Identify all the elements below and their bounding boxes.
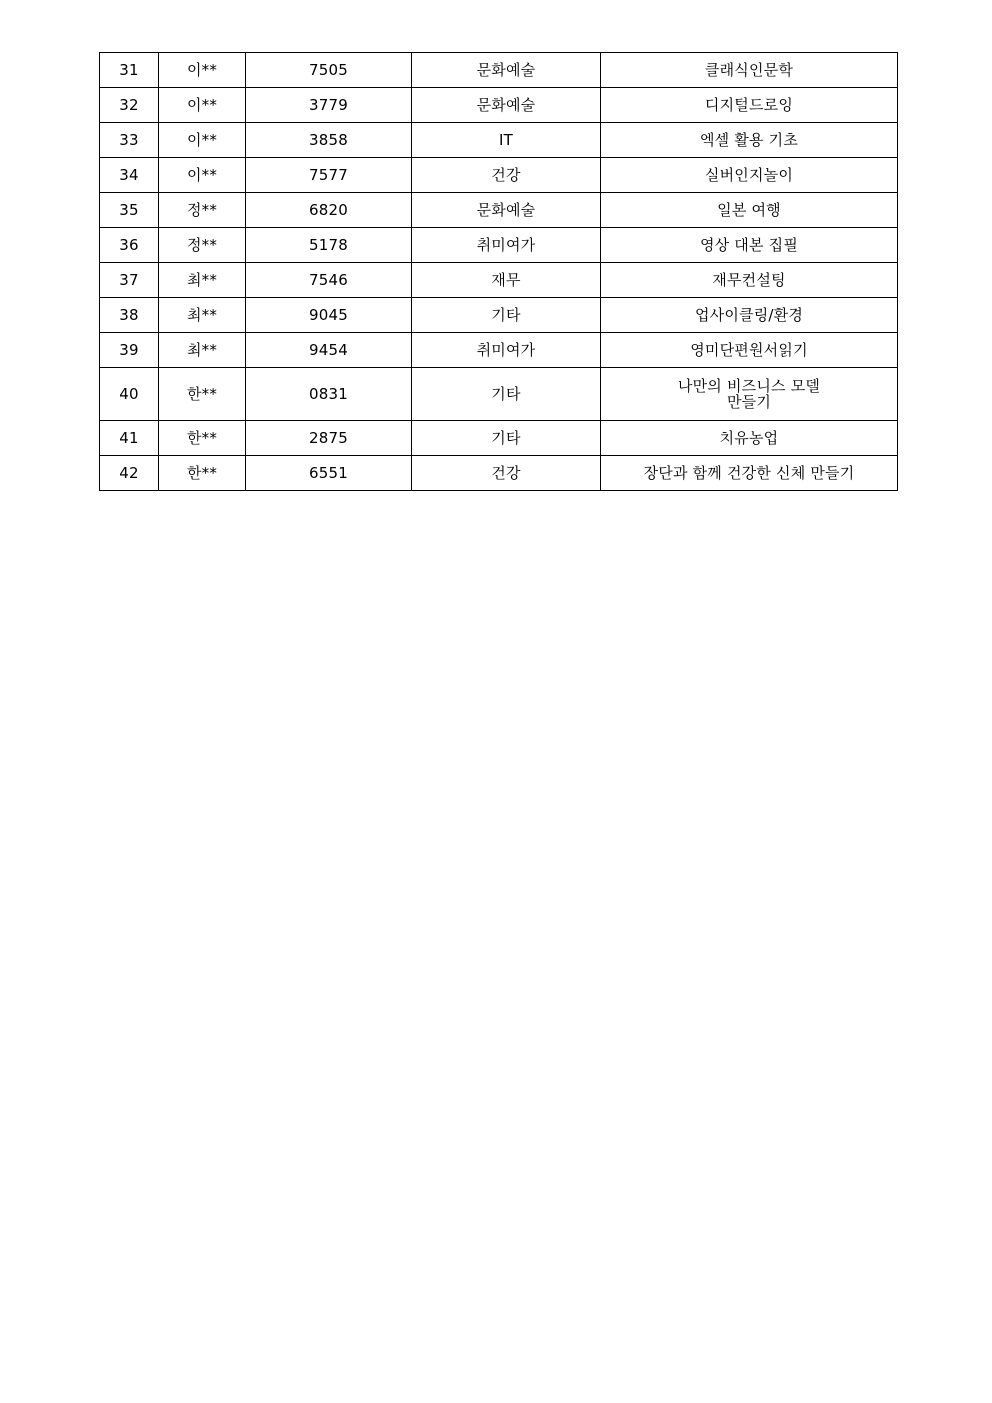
program-title: 업사이클링/환경: [601, 298, 898, 333]
participant-name: 이**: [159, 158, 246, 193]
program-category: 건강: [412, 456, 601, 491]
table-row: [100, 53, 898, 88]
program-category: IT: [412, 123, 601, 158]
participant-id: 7546: [246, 263, 412, 298]
row-number: 37: [100, 263, 159, 298]
participant-id: 9454: [246, 333, 412, 368]
program-category: 문화예술: [412, 193, 601, 228]
program-category: 기타: [412, 368, 601, 421]
program-category: 취미여가: [412, 333, 601, 368]
program-title: 치유농업: [601, 421, 898, 456]
participant-name: 이**: [159, 53, 246, 88]
participant-name: 정**: [159, 193, 246, 228]
row-number: 31: [100, 53, 159, 88]
program-title-line-1: 나만의 비즈니스 모델: [677, 377, 821, 395]
participant-name: 한**: [159, 368, 246, 421]
row-number: 33: [100, 123, 159, 158]
participant-id: 6820: [246, 193, 412, 228]
program-title-line-2: 만들기: [726, 393, 772, 411]
table-row: [100, 158, 898, 193]
participant-table: [99, 52, 898, 491]
program-category: 기타: [412, 421, 601, 456]
program-category: 기타: [412, 298, 601, 333]
row-number: 42: [100, 456, 159, 491]
program-title: 엑셀 활용 기초: [601, 123, 898, 158]
participant-name: 최**: [159, 298, 246, 333]
participant-id: 7577: [246, 158, 412, 193]
participant-name: 이**: [159, 88, 246, 123]
row-number: 32: [100, 88, 159, 123]
program-title: 장단과 함께 건강한 신체 만들기: [601, 456, 898, 491]
table-row: [100, 456, 898, 491]
row-number: 41: [100, 421, 159, 456]
participant-name: 한**: [159, 456, 246, 491]
program-category: 문화예술: [412, 88, 601, 123]
participant-id: 7505: [246, 53, 412, 88]
participant-id: 5178: [246, 228, 412, 263]
participant-id: 3779: [246, 88, 412, 123]
participant-name: 최**: [159, 263, 246, 298]
participant-id: 9045: [246, 298, 412, 333]
table-row: [100, 228, 898, 263]
table-row: [100, 88, 898, 123]
program-category: 재무: [412, 263, 601, 298]
table-row: [100, 333, 898, 368]
program-title: 일본 여행: [601, 193, 898, 228]
row-number: 36: [100, 228, 159, 263]
row-number: 39: [100, 333, 159, 368]
participant-id: 3858: [246, 123, 412, 158]
table-row: [100, 193, 898, 228]
row-number: 40: [100, 368, 159, 421]
participant-id: 2875: [246, 421, 412, 456]
participant-id: 0831: [246, 368, 412, 421]
row-number: 34: [100, 158, 159, 193]
table-row: [100, 368, 898, 421]
program-title: 클래식인문학: [601, 53, 898, 88]
program-title: [601, 368, 898, 421]
participant-name: 이**: [159, 123, 246, 158]
participant-name: 정**: [159, 228, 246, 263]
table-row: [100, 298, 898, 333]
program-category: 취미여가: [412, 228, 601, 263]
program-category: 문화예술: [412, 53, 601, 88]
participant-id: 6551: [246, 456, 412, 491]
program-title: 영미단편원서읽기: [601, 333, 898, 368]
table-row: [100, 421, 898, 456]
row-number: 35: [100, 193, 159, 228]
table-row: [100, 123, 898, 158]
participant-name: 최**: [159, 333, 246, 368]
program-title: 재무컨설팅: [601, 263, 898, 298]
program-category: 건강: [412, 158, 601, 193]
program-title: 실버인지놀이: [601, 158, 898, 193]
program-title: 디지털드로잉: [601, 88, 898, 123]
table-row: [100, 263, 898, 298]
row-number: 38: [100, 298, 159, 333]
program-title: 영상 대본 집필: [601, 228, 898, 263]
participant-name: 한**: [159, 421, 246, 456]
